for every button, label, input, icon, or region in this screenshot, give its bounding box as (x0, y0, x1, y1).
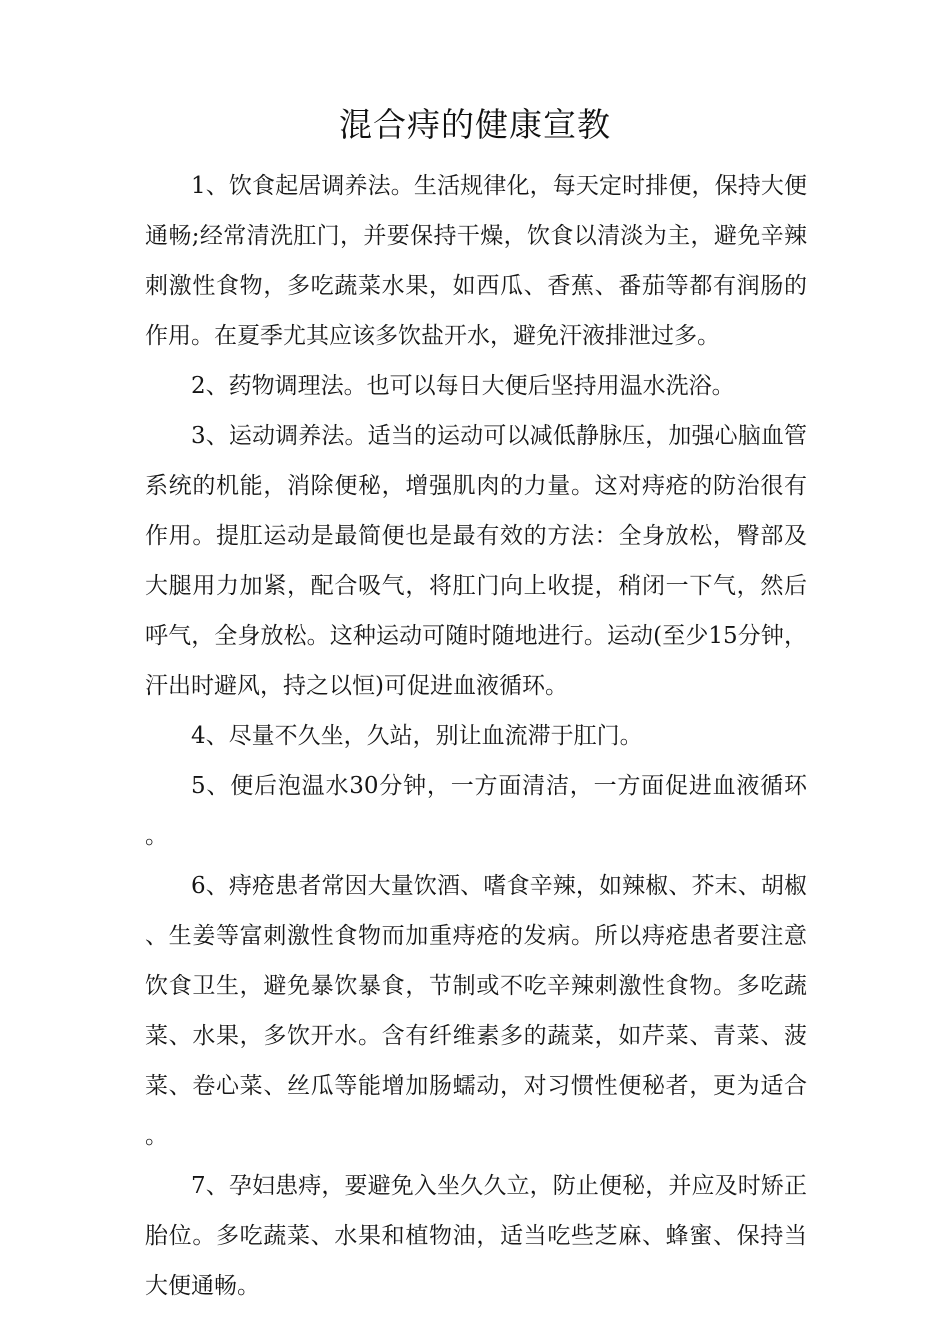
document-body (145, 161, 807, 1311)
paragraph-posture: 4、尽量不久坐，久站，别让血流滞于肛门。 (191, 723, 643, 749)
paragraph-diet: 1、饮食起居调养法。生活规律化，每天定时排便，保持大便通畅;经常清洗肛门，并要保持干燥，饮食以清淡为主，避免辛辣刺激性食物，多吃蔬菜水果，如西瓜、香蕉、番茄等都有润肠的作用。在夏季尤其应该多饮盐开水，避免汗液排泄过多。 (145, 173, 807, 349)
paragraph-pregnancy: 7、孕妇患痔，要避免入坐久久立，防止便秘，并应及时矫正胎位。多吃蔬菜、水果和植物油，适当吃些芝麻、蜂蜜、保持当大便通畅。 (145, 1173, 807, 1299)
paragraph-warm-bath: 5、便后泡温水30分钟，一方面清洁，一方面促进血液循环。 (145, 773, 807, 849)
document-title: 混合痔的健康宣教 (339, 105, 611, 144)
paragraph-medication: 2、药物调理法。也可以每日大便后坚持用温水洗浴。 (191, 373, 735, 399)
paragraph-exercise: 3、运动调养法。适当的运动可以减低静脉压，加强心脑血管系统的机能，消除便秘，增强肌肉的力量。这对痔疮的防治很有作用。提肛运动是最简便也是最有效的方法：全身放松，臀部及大腿用力加紧，配合吸气，将肛门向上收提，稍闭一下气，然后呼气，全身放松。这种运动可随时随地进行。运动(至少15分钟，汗出时避风，持之以恒)可促进血液循环。 (145, 423, 807, 699)
paragraph-diet-hygiene: 6、痔疮患者常因大量饮酒、嗜食辛辣，如辣椒、芥末、胡椒、生姜等富刺激性食物而加重痔疮的发病。所以痔疮患者要注意饮食卫生，避免暴饮暴食，节制或不吃辛辣刺激性食物。多吃蔬菜、水果，多饮开水。含有纤维素多的蔬菜，如芹菜、青菜、菠菜、卷心菜、丝瓜等能增加肠蠕动，对习惯性便秘者，更为适合。 (145, 873, 807, 1149)
